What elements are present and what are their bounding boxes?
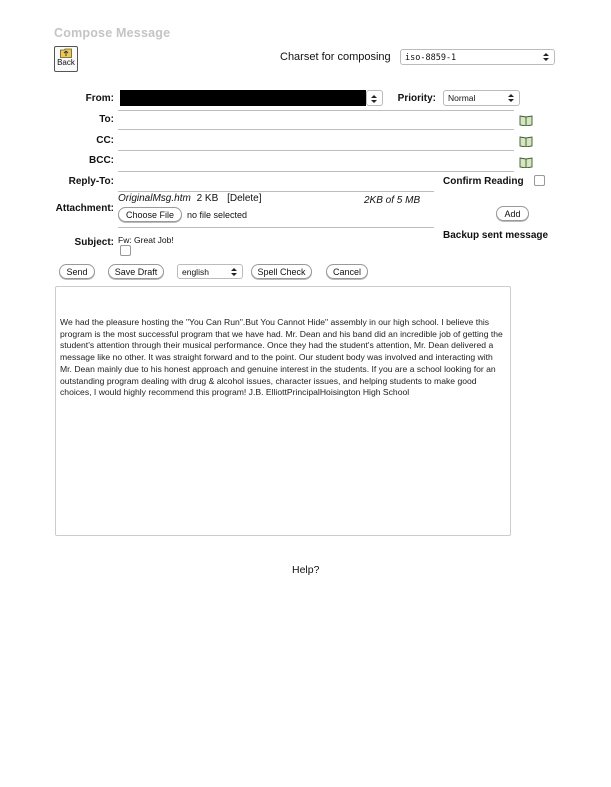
charset-value: iso-8859-1 <box>405 53 457 63</box>
attachment-quota: 2KB of 5 MB <box>364 195 421 206</box>
attachment-file-row <box>118 193 262 204</box>
subject-value: Fw: Great Job! <box>118 235 174 245</box>
reply-to-label: Reply-To: <box>68 176 114 187</box>
address-book-icon[interactable] <box>519 113 533 131</box>
page-title: Compose Message <box>54 26 171 40</box>
from-redacted <box>120 90 366 106</box>
attachment-size: 2 KB <box>196 193 219 204</box>
updown-arrows-icon <box>369 93 379 104</box>
cancel-button[interactable]: Cancel <box>326 264 368 279</box>
back-label: Back <box>57 58 75 67</box>
confirm-reading-checkbox[interactable] <box>534 175 545 186</box>
back-button[interactable] <box>54 46 78 72</box>
priority-label: Priority: <box>397 93 436 104</box>
attachment-filename: OriginalMsg.htm <box>118 193 191 204</box>
from-label: From: <box>85 93 114 104</box>
to-input[interactable] <box>118 110 514 130</box>
charset-select[interactable] <box>400 49 555 65</box>
reply-to-input[interactable] <box>118 172 434 192</box>
no-file-text: no file selected <box>187 210 248 220</box>
spell-check-button[interactable]: Spell Check <box>251 264 312 279</box>
save-draft-button[interactable]: Save Draft <box>108 264 164 279</box>
language-value: english <box>182 267 209 277</box>
language-select[interactable] <box>177 264 243 279</box>
confirm-reading-label: Confirm Reading <box>443 176 524 187</box>
add-attachment-button[interactable]: Add <box>496 206 529 221</box>
subject-label: Subject: <box>74 237 114 248</box>
cc-input[interactable] <box>118 130 514 151</box>
updown-arrows-icon <box>506 92 516 103</box>
help-link[interactable]: Help? <box>292 564 320 576</box>
backup-sent-checkbox[interactable] <box>120 245 131 256</box>
cc-label: CC: <box>96 135 114 146</box>
to-label: To: <box>99 114 114 125</box>
message-body-text: We had the pleasure hosting the "You Can Run".But You Cannot Hide" assembly in our high school. I believe this program is the most successful program that we have had. Mr. Dean and his band did an incredible job of getting the student's attention through their musical performance. Once they had the student's attention, Mr. Dean delivered a message like no other. It was straight forward and to the point. Our student body was involved and interacting with Mr. Dean mainly due to his honest approach and genuine interest in the students. If you are a school looking for an outstanding program dealing with drug & alcohol issues, character issues, and helping students to make good choices, I would highly recommend this program! J.B. ElliottPrincipalHoisington High School <box>60 317 503 398</box>
address-book-icon[interactable] <box>519 134 533 152</box>
priority-value: Normal <box>448 93 476 103</box>
folder-up-icon <box>60 48 72 58</box>
send-button[interactable]: Send <box>59 264 95 279</box>
charset-label: Charset for composing <box>280 51 391 63</box>
attachment-delete-link[interactable]: [Delete] <box>227 193 262 204</box>
choose-file-button[interactable]: Choose File <box>118 207 182 222</box>
priority-select[interactable] <box>443 90 520 106</box>
bcc-label: BCC: <box>89 155 114 166</box>
attachment-label: Attachment: <box>55 203 114 214</box>
bcc-input[interactable] <box>118 151 514 172</box>
backup-sent-label: Backup sent message <box>443 230 549 241</box>
address-book-icon[interactable] <box>519 155 533 173</box>
message-body-textarea[interactable] <box>55 286 511 536</box>
subject-input[interactable] <box>118 227 434 245</box>
updown-arrows-icon <box>229 266 239 277</box>
updown-arrows-icon <box>541 51 551 62</box>
